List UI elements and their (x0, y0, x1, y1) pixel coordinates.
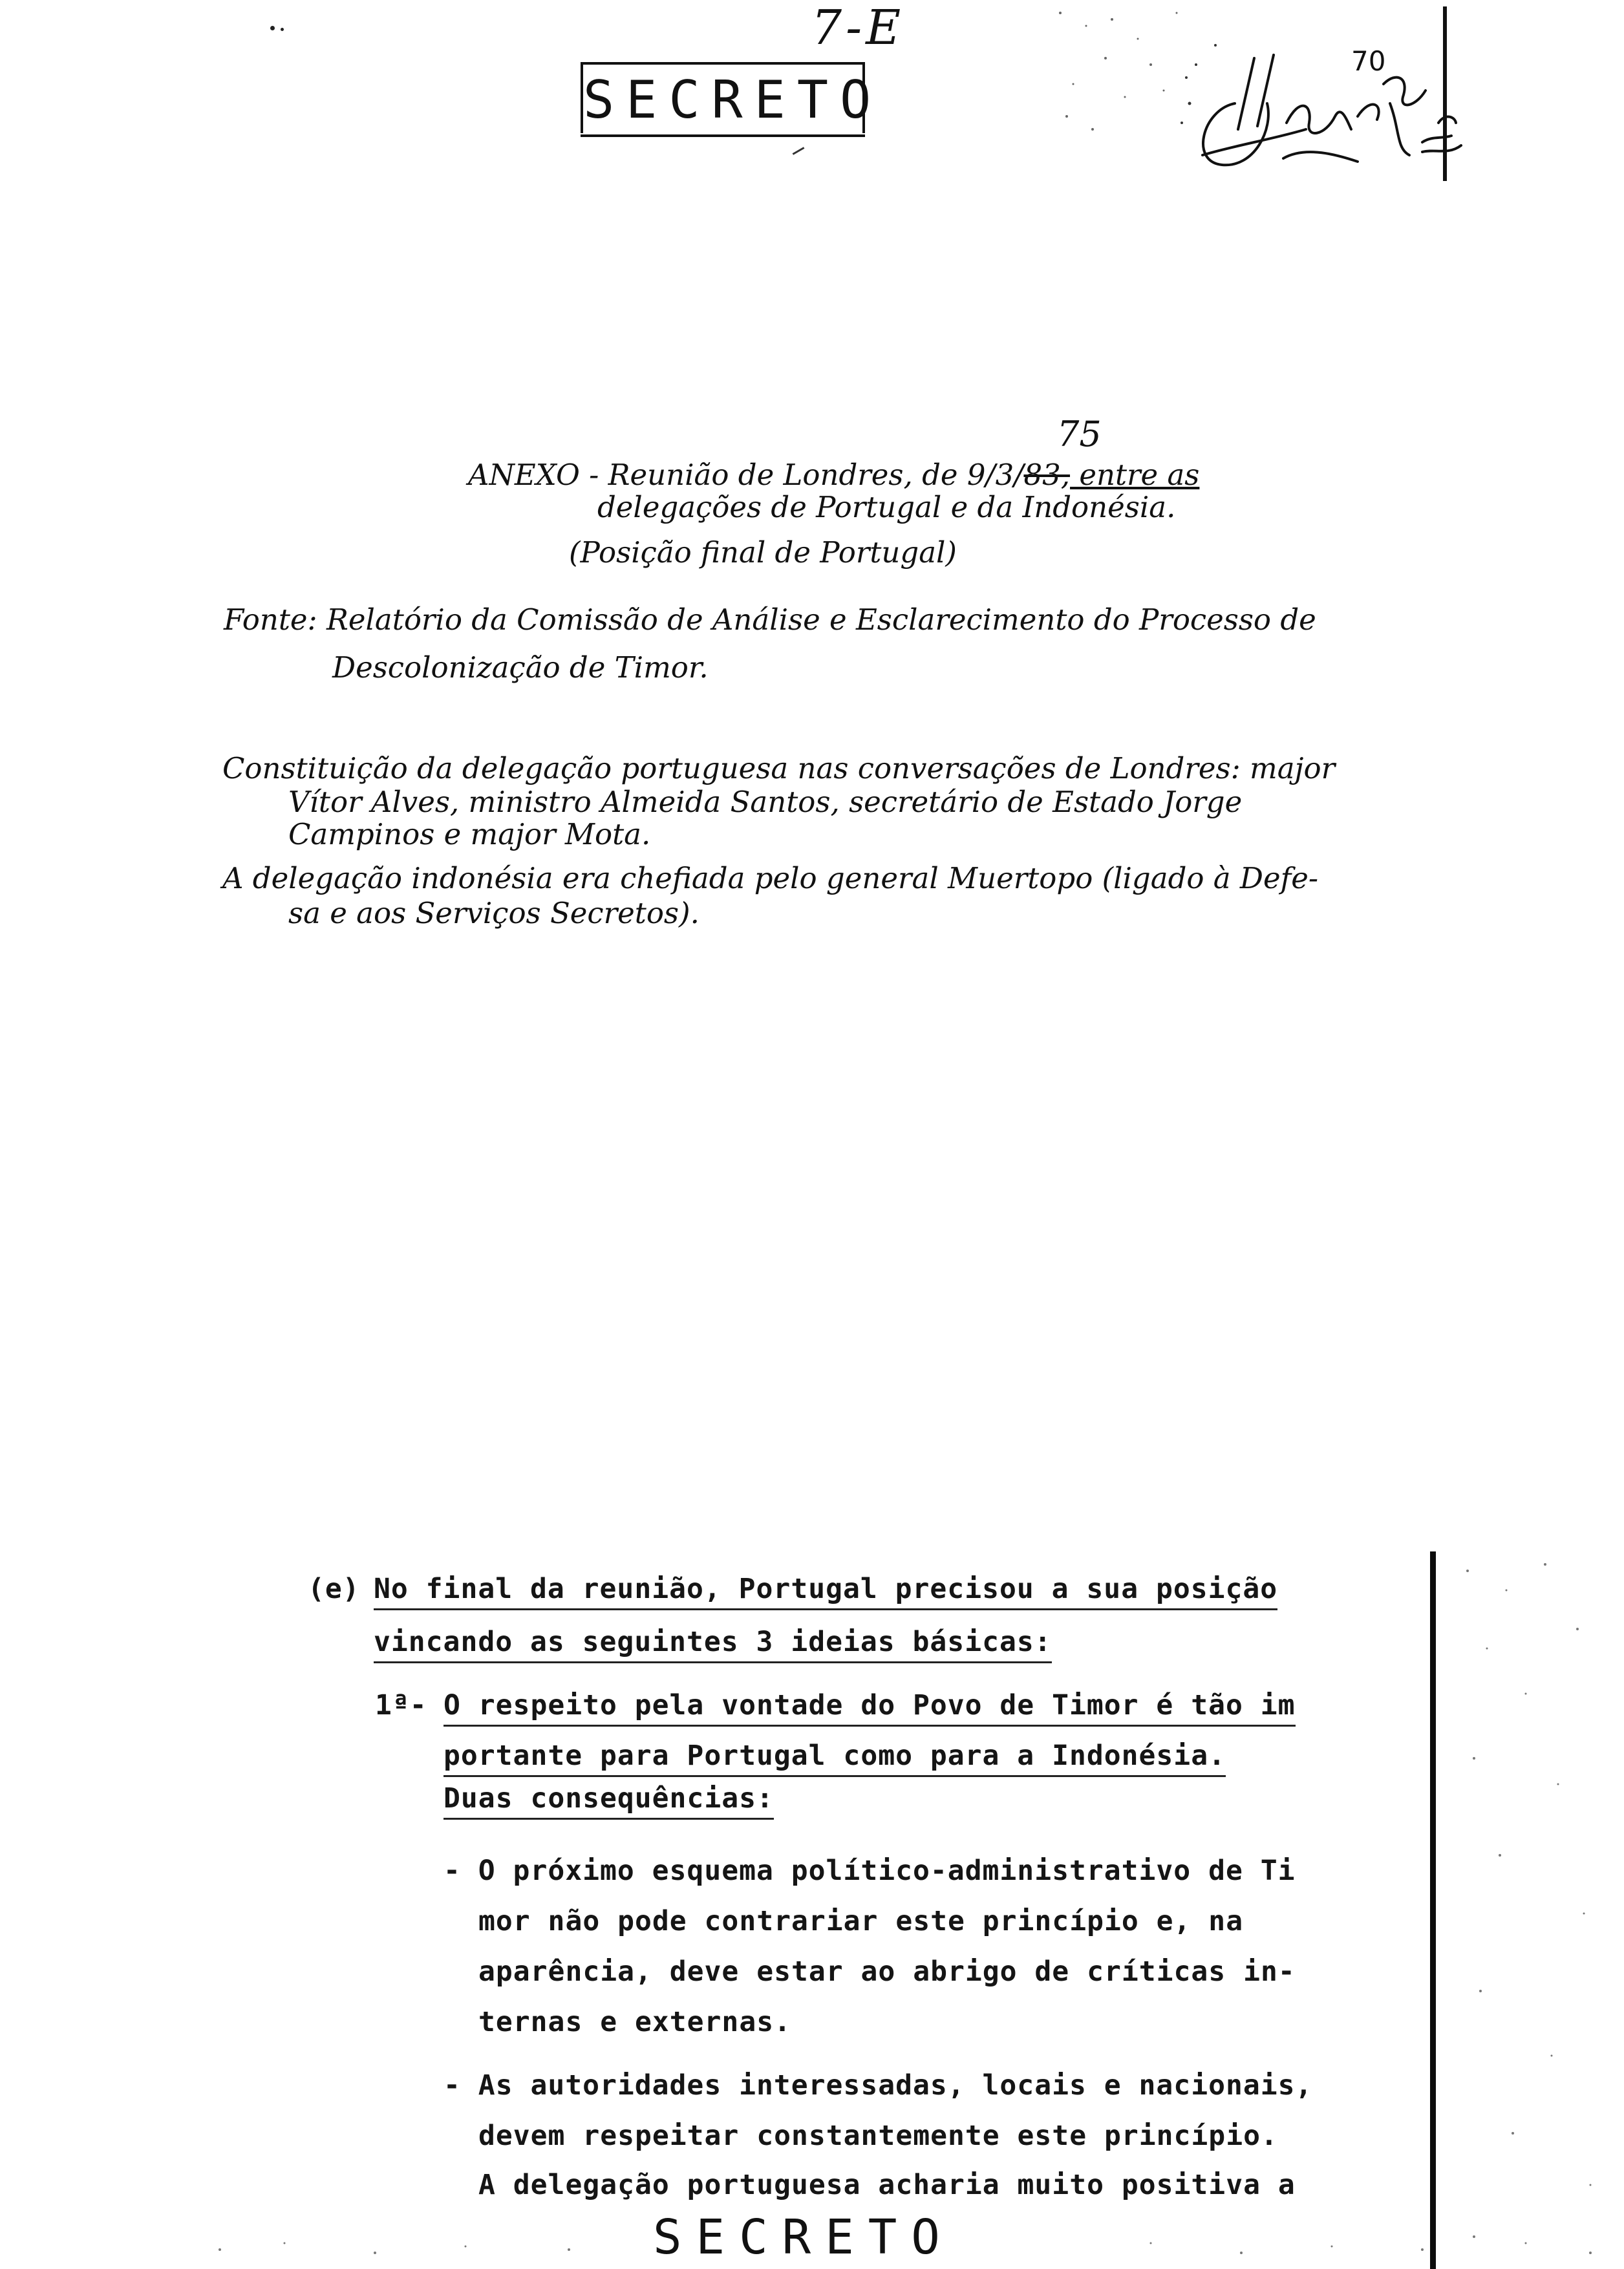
source-line2: Descolonização de Timor. (332, 650, 709, 685)
scan-noise-bottom (207, 2224, 1616, 2269)
handwritten-year-correction: 75 (1057, 414, 1102, 454)
delegation-p2-line2: sa e aos Serviços Secretos). (288, 896, 700, 930)
annex-title-prefix: ANEXO - Reunião de Londres, de 9/3/ (468, 458, 1024, 492)
delegation-p1-line2: Vítor Alves, ministro Almeida Santos, secretário de Estado Jorge (288, 785, 1243, 819)
bullet1-line4: ternas e externas. (478, 2006, 791, 2038)
item-line1: O respeito pela vontade do Povo de Timor é tão im (443, 1687, 1296, 1727)
bullet1-line3: aparência, deve estar ao abrigo de críticas in- (478, 1955, 1296, 1988)
margin-rule-bottom-right (1430, 1551, 1436, 2269)
excerpt-intro-line2: vincando as seguintes 3 ideias básicas: (374, 1624, 1052, 1663)
annex-struck-year: 83, (1023, 458, 1071, 492)
bullet2-line1: - As autoridades interessadas, locais e nacionais, (443, 2069, 1313, 2102)
annex-title-suffix: entre as (1070, 458, 1200, 492)
scan-speck (281, 28, 284, 31)
delegation-p1-line1: Constituição da delegação portuguesa nas conversações de Londres: major (222, 751, 1336, 785)
bullet1-line1: - O próximo esquema político-administrativo de Ti (443, 1855, 1296, 1887)
scan-noise-right (1455, 1551, 1616, 2263)
handwritten-signature (1177, 26, 1474, 187)
secret-stamp-top: SECRETO (581, 62, 865, 133)
bullet1-line2: mor não pode contrariar este princípio e, na (478, 1905, 1244, 1937)
bullet2-line2: devem respeitar constantemente este princípio. (478, 2120, 1278, 2152)
item-line3: Duas consequências: (443, 1780, 774, 1820)
excerpt-intro-line1: No final da reunião, Portugal precisou a sua posição (374, 1571, 1277, 1610)
bullet2-line3: A delegação portuguesa acharia muito positiva a (478, 2169, 1296, 2201)
item-marker: 1ª- (375, 1689, 427, 1721)
annex-title-line2: delegações de Portugal e da Indonésia. (597, 490, 1176, 524)
excerpt-marker: (e) (308, 1573, 360, 1605)
pen-tick-mark (793, 147, 805, 155)
margin-rule-top-right (1443, 6, 1447, 181)
annex-subtitle: (Posição final de Portugal) (569, 535, 957, 570)
delegation-p1-line3: Campinos e major Mota. (288, 817, 651, 851)
delegation-p2-line1: A delegação indonésia era chefiada pelo general Muertopo (ligado à Defe- (222, 861, 1319, 895)
scan-speck (270, 26, 275, 30)
handwritten-reference: 7-E (811, 0, 905, 56)
secret-stamp-bottom: SECRETO (653, 2210, 954, 2265)
page-number: 70 (1351, 45, 1386, 77)
item-line2: portante para Portugal como para a Indonésia. (443, 1738, 1226, 1777)
source-line1: Fonte: Relatório da Comissão de Análise e Esclarecimento do Processo de (224, 602, 1316, 637)
scan-noise-top (1047, 0, 1202, 155)
